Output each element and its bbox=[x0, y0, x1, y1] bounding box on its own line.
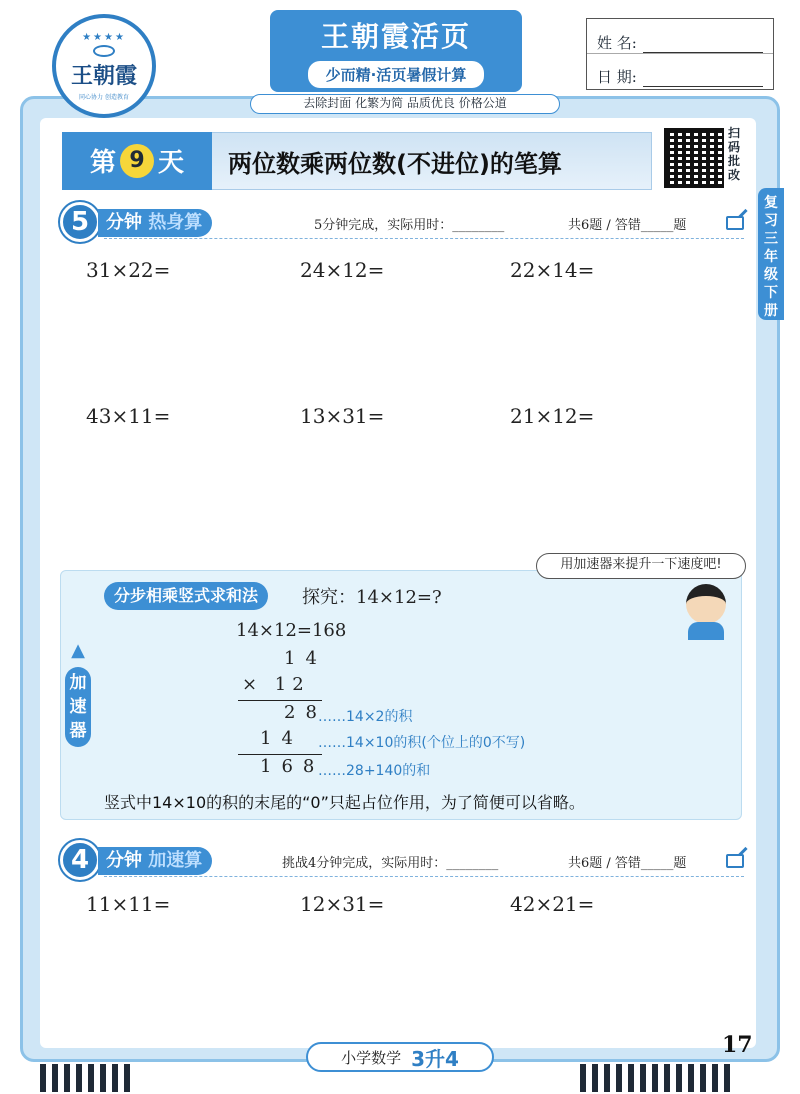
day-number: 9 bbox=[120, 144, 154, 178]
speed-minutes: 4 bbox=[60, 840, 100, 880]
annotation-sum: ……28+140的和 bbox=[318, 763, 431, 779]
warmup-minutes: 5 bbox=[60, 202, 100, 242]
stripe-decoration-right bbox=[580, 1064, 730, 1092]
day-tag bbox=[62, 132, 212, 190]
page-number: 17 bbox=[722, 1032, 753, 1058]
warmup-divider bbox=[104, 238, 744, 239]
name-field[interactable] bbox=[643, 35, 763, 53]
warmup-label bbox=[98, 209, 212, 237]
speed-problem-3: 42×21= bbox=[510, 892, 595, 916]
warmup-problem-6: 21×12= bbox=[510, 404, 595, 428]
brand-logo bbox=[52, 14, 156, 118]
warmup-problem-4: 43×11= bbox=[86, 404, 171, 428]
date-field[interactable] bbox=[643, 69, 763, 87]
speed-header bbox=[60, 840, 750, 880]
calc-line-1 bbox=[238, 700, 322, 701]
boy-avatar bbox=[686, 584, 726, 624]
day-title-bar bbox=[62, 132, 652, 190]
warmup-label-a: 分钟 bbox=[106, 212, 142, 233]
calc-line-2 bbox=[238, 754, 322, 755]
annotation-partial-1: ……14×2的积 bbox=[318, 709, 413, 725]
speed-label-b: 加速算 bbox=[148, 850, 203, 871]
speed-time-note: 挑战4分钟完成，实际用时：________ bbox=[282, 856, 499, 871]
student-info-box bbox=[586, 18, 774, 90]
accelerator-chars: 加速器 bbox=[69, 673, 87, 741]
date-label: 日 期: bbox=[597, 68, 637, 86]
warmup-time-note: 5分钟完成，实际用时：________ bbox=[314, 218, 505, 233]
eye-icon bbox=[93, 45, 115, 57]
warmup-label-b: 热身算 bbox=[148, 212, 203, 233]
calc-row-sum: 168 bbox=[260, 756, 325, 777]
explore-question: 探究：14×12=? bbox=[302, 587, 442, 608]
warmup-problem-3: 22×14= bbox=[510, 258, 595, 282]
logo-subtext: 同心协力 创造教育 bbox=[79, 93, 129, 101]
brand-subtitle: 少而精·活页暑假计算 bbox=[308, 61, 485, 88]
warmup-score-note: 共6题 / 答错_____题 bbox=[568, 218, 687, 233]
speed-label-a: 分钟 bbox=[106, 850, 142, 871]
name-row bbox=[587, 19, 773, 53]
warmup-header bbox=[60, 202, 750, 242]
name-label: 姓 名: bbox=[597, 34, 637, 52]
qr-code-icon[interactable] bbox=[664, 128, 724, 188]
edit-pen-icon bbox=[726, 216, 744, 230]
speed-problem-2: 12×31= bbox=[300, 892, 385, 916]
brand-title: 王朝霞活页 bbox=[320, 19, 471, 53]
warmup-problem-1: 31×22= bbox=[86, 258, 171, 282]
annotation-partial-2: ……14×10的积(个位上的0不写) bbox=[318, 735, 526, 751]
boy-avatar-body bbox=[688, 622, 724, 640]
day-prefix: 第 bbox=[89, 148, 116, 178]
calc-row-multiplicand: 14 bbox=[284, 648, 327, 669]
accelerator-text bbox=[65, 667, 91, 747]
warmup-problem-5: 13×31= bbox=[300, 404, 385, 428]
method-pill: 分步相乘竖式求和法 bbox=[104, 582, 268, 610]
warmup-problem-2: 24×12= bbox=[300, 258, 385, 282]
footer-grade: 3升4 bbox=[411, 1046, 459, 1071]
footer-pill bbox=[306, 1042, 494, 1072]
date-row bbox=[587, 53, 773, 87]
day-suffix: 天 bbox=[158, 148, 185, 178]
speech-bubble: 用加速器来提升一下速度吧! bbox=[536, 553, 746, 579]
lesson-title: 两位数乘两位数(不进位)的笔算 bbox=[228, 149, 562, 178]
speed-divider bbox=[104, 876, 744, 877]
slogan: 去除封面 化繁为简 品质优良 价格公道 bbox=[250, 94, 560, 114]
speed-score-note: 共6题 / 答错_____题 bbox=[568, 856, 687, 871]
qr-label: 扫码批改 bbox=[728, 126, 741, 182]
calc-row-multiplier: × 12 bbox=[242, 674, 310, 695]
accelerator-side-label bbox=[64, 640, 92, 747]
calc-row-partial-2: 14 bbox=[260, 728, 303, 749]
speed-problem-1: 11×11= bbox=[86, 892, 171, 916]
side-tab: 复习三年级下册 bbox=[758, 188, 784, 320]
footer-subject: 小学数学 bbox=[341, 1048, 402, 1067]
accelerator-note: 竖式中14×10的积的末尾的“0”只起占位作用，为了简便可以省略。 bbox=[104, 793, 585, 812]
star-icons: ★★★★ bbox=[82, 31, 126, 43]
calc-row-partial-1: 28 bbox=[284, 702, 327, 723]
brand-banner bbox=[270, 10, 522, 92]
rocket-icon: ▲ bbox=[71, 640, 85, 661]
edit-pen-icon bbox=[726, 854, 744, 868]
stripe-decoration-left bbox=[40, 1064, 130, 1092]
speed-label bbox=[98, 847, 212, 875]
logo-name: 王朝霞 bbox=[70, 63, 137, 89]
calc-equation: 14×12=168 bbox=[236, 620, 347, 641]
